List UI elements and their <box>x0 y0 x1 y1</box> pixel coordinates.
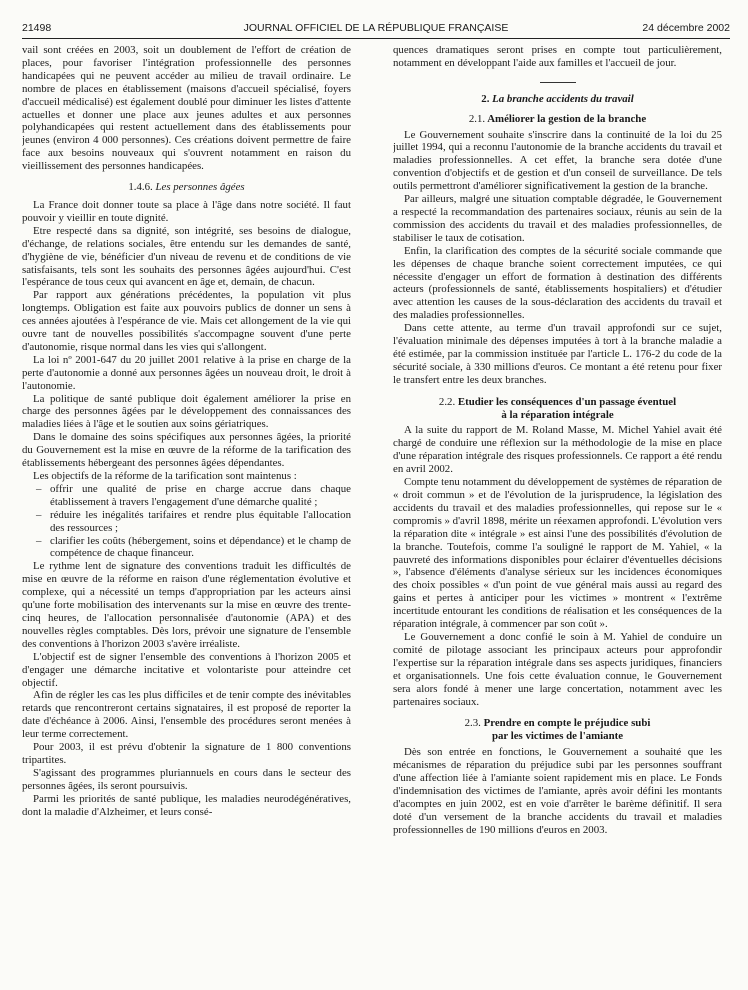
section-heading-1-4-6 <box>22 181 351 194</box>
paragraph: La France doit donner toute sa place à l'âge dans notre société. Il faut pouvoir y vieillir en toute dignité. <box>22 198 351 224</box>
left-column <box>22 44 351 980</box>
paragraph: Par rapport aux générations précédentes, la population vit plus longtemps. Obligation est faite aux pouvoirs publics de donner un sens à ces années ajoutées à l'espérance de vie. Mais cet allongement de la vie qui ouvre tant de nouvelles possibilités s'accompagne souvent d'une perte d'autonomie, risque normal dans les vies qui s'allongent. <box>22 289 351 353</box>
list-item: – offrir une qualité de prise en charge accrue dans chaque établissement à travers l'engagement d'une démarche qualité ; <box>50 483 351 509</box>
section-title: La branche accidents du travail <box>492 92 634 105</box>
list-item: – réduire les inégalités tarifaires et rendre plus équitable l'allocation des ressources ; <box>50 509 351 535</box>
paragraph: Le Gouvernement souhaite s'inscrire dans la continuité de la loi du 25 juillet 1994, qui a reconnu l'autonomie de la branche accidents du travail et maladies professionnelles. A cet effet, la branche sera dotée d'une convention d'objectifs et de gestion et d'un conseil de surveillance. De tels outils permettront d'améliorer significativement la gestion de la branche. <box>393 128 722 193</box>
page-header <box>22 22 730 36</box>
paragraph: quences dramatiques seront prises en compte tout particulièrement, notamment en développant l'aide aux familles et l'accueil de jour. <box>393 44 722 69</box>
section-number: 2.3. <box>464 717 481 730</box>
paragraph: Parmi les priorités de santé publique, les maladies neurodégénératives, dont la maladie d'Alzheimer, et leurs consé- <box>22 792 351 818</box>
paragraph: Afin de régler les cas les plus difficiles et de tenir compte des inévitables retards que rencontreront certains signataires, il est proposé de reporter la date d'échéance à 2006. Ainsi, l'ensemble des procédures seront menées à leur terme correctement. <box>22 689 351 741</box>
paragraph: La loi nº 2001-647 du 20 juillet 2001 relative à la prise en charge de la perte d'autonomie a donné aux personnes âgées un nouveau droit, le droit à l'autonomie. <box>22 353 351 392</box>
objectives-list <box>22 483 351 560</box>
paragraph: Les objectifs de la réforme de la tarification sont maintenus : <box>33 470 297 482</box>
paragraph: Pour 2003, il est prévu d'obtenir la signature de 1 800 conventions tripartites. <box>22 741 351 766</box>
paragraph: S'agissant des programmes pluriannuels en cours dans le secteur des personnes âgées, ils seront poursuivis. <box>22 766 351 792</box>
paragraph: Compte tenu notamment du développement de systèmes de réparation de « droit commun » et de l'évolution de la jurisprudence, la législation des accidents du travail et des maladies professionnelles, qui repose sur le « compromis » d'avril 1898, mérite un réexamen approfondi. L'évolution vers la réparation dite « intégrale » est ainsi l'une des possibilités d'évolution de la branche. Toutefois, comme l'a souligné le rapport de M. Yahiel, « la pauvreté des informations disponibles pour éclairer d'éventuelles décisions », l'absence d'éléments d'analyse sérieux sur les incidences économiques des choix possibles « d'un point de vue général mais aussi au regard des gains et pertes à anticiper pour les victimes » montrent « l'extrême incertitude entourant les conditions de réalisation et les conséquences de la réparation intégrale, à commencer par son coût ». <box>393 476 722 631</box>
paragraph: Par ailleurs, malgré une situation comptable dégradée, le Gouvernement a respecté la recommandation des partenaires sociaux, réunis au sein de la commission des accidents du travail et des maladies professionnelles, de stabiliser le taux de cotisation. <box>393 193 722 244</box>
right-column <box>393 44 722 980</box>
paragraph: A la suite du rapport de M. Roland Masse, M. Michel Yahiel avait été chargé de conduire une réflexion sur la méthodologie de la mise en place d'une réparation intégrale des risques professionnels. Ce rapport a été rendu en avril 2002. <box>393 424 722 476</box>
section-heading-2-3 <box>393 717 722 743</box>
paragraph: Le rythme lent de signature des conventions traduit les difficultés de mise en œuvre de la réforme en raison d'une réglementation évolutive et complexe, qui a nécessité un temps d'appropriation par les acteurs ainsi qu'une forte mobilisation des intervenants sur la mise en œuvre des trente-cinq heures, de l'allocation personnalisée d'autonomie (APA) et des nouvelles règles comptables. Dès lors, prévoir une signature de l'ensemble des conventions à l'horizon 2003 s'avère irréaliste. <box>22 560 351 650</box>
section-heading-2-2 <box>393 396 722 422</box>
section-separator <box>393 76 722 89</box>
section-heading-2 <box>393 93 722 106</box>
paragraph: Dès son entrée en fonctions, le Gouvernement a souhaité que les mécanismes de réparation du préjudice subi par les personnes souffrant d'une affection liée à l'amiante soient rapidement mis en place. Le Fonds d'indemnisation des victimes de l'amiante, après avoir défini les montants d'acomptes en juin 2002, est en voie d'arrêter le barème définitif. Il sera doté d'un versement de la branche accidents du travail et maladies professionnelles de 190 millions d'euros en 2003. <box>393 746 722 836</box>
section-heading-2-1 <box>393 113 722 126</box>
paragraph: L'objectif est de signer l'ensemble des conventions à l'horizon 2005 et d'engager une démarche incitative et volontariste pour atteindre cet objectif. <box>22 650 351 689</box>
section-number: 1.4.6. <box>128 181 153 194</box>
paragraph: vail sont créées en 2003, soit un doublement de l'effort de création de places, pour favoriser l'intégration professionnelle des personnes handicapées qui ne peuvent accéder au milieu de travail ordinaire. Le nombre de places en établissement (maisons d'accueil spécialisé, foyers d'accueil médicalisé) est également doublé pour diminuer les listes d'attente actuelles et donner une place aux jeunes adultes et aux personnes polyhandicapées qui restent actuellement dans des établissements pour jeunes (environ 4 000 personnes). Ces créations doivent permettre de faire face aux besoins nouveaux qui s'ouvrent notamment en raison du vieillissement des personnes handicapées. <box>22 44 351 173</box>
journal-title: JOURNAL OFFICIEL DE LA RÉPUBLIQUE FRANÇAISE <box>243 22 509 34</box>
paragraph: Dans le domaine des soins spécifiques aux personnes âgées, la priorité du Gouvernement est la mise en œuvre de la réforme de la tarification des établissements hébergeant des personnes âgées dépendantes. <box>22 431 351 470</box>
section-title: Améliorer la gestion de la branche <box>487 112 647 125</box>
section-title: à la réparation intégrale <box>501 408 614 421</box>
separator-line <box>540 82 576 83</box>
section-number: 2.2. <box>438 395 456 408</box>
paragraph: Dans cette attente, au terme d'un travail approfondi sur ce sujet, l'évaluation minimale des dépenses imputées à tort à la branche maladie a été estimée, par la commission instituée par l'article L. 176-2 du code de la sécurité sociale, à 330 millions d'euros. Ce montant a été retenu pour fixer le transfert entre les deux branches. <box>393 322 722 386</box>
section-number: 2.1. <box>468 112 486 125</box>
paragraph: Etre respecté dans sa dignité, son intégrité, ses besoins de dialogue, d'échange, de relations sociales, être entendu sur les demandes de santé, d'hygiène de vie, bénéficier d'un niveau de revenu et de conditions de vie satisfaisants, tels sont les souhaits des personnes âgées aujourd'hui. C'est l'espérance de tous ceux qui avancent en âge et, demain, de chacun. <box>22 224 351 289</box>
issue-date: 24 décembre 2002 <box>642 22 730 34</box>
paragraph: La politique de santé publique doit également améliorer la prise en charge des personnes âgées par le développement des connaissances des maladies liées à l'âge et le soutien aux soins gériatriques. <box>22 392 351 431</box>
section-title: Etudier les conséquences d'un passage éventuel <box>457 395 677 408</box>
paragraph: Enfin, la clarification des comptes de la sécurité sociale commande que les dépenses de chaque branche soient correctement imputées, ce qui nécessite d'engager un effort de formation à destination des différents acteurs (professionnels de santé, établissements hospitaliers) et d'étudier avec attention les causes de la sous-déclaration des accidents du travail et des maladies professionnelles. <box>393 244 722 322</box>
list-item: – clarifier les coûts (hébergement, soins et dépendance) et le champ de compétence de chaque financeur. <box>50 535 351 561</box>
section-number: 2. <box>481 92 490 105</box>
header-rule <box>22 38 730 39</box>
section-title: par les victimes de l'amiante <box>491 730 624 743</box>
page-number: 21498 <box>22 22 52 34</box>
section-title: Prendre en compte le préjudice subi <box>483 717 651 730</box>
section-title: Les personnes âgées <box>155 181 245 194</box>
paragraph: Le Gouvernement a donc confié le soin à M. Yahiel de conduire un comité de pilotage associant les principaux acteurs pour approfondir l'expertise sur la réparation intégrale dans ses aspects juridiques, financiers et organisationnels. Une fois cette évaluation connue, le Gouvernement sera alors fondé à mener une large concertation, notamment avec les partenaires sociaux. <box>393 630 722 708</box>
